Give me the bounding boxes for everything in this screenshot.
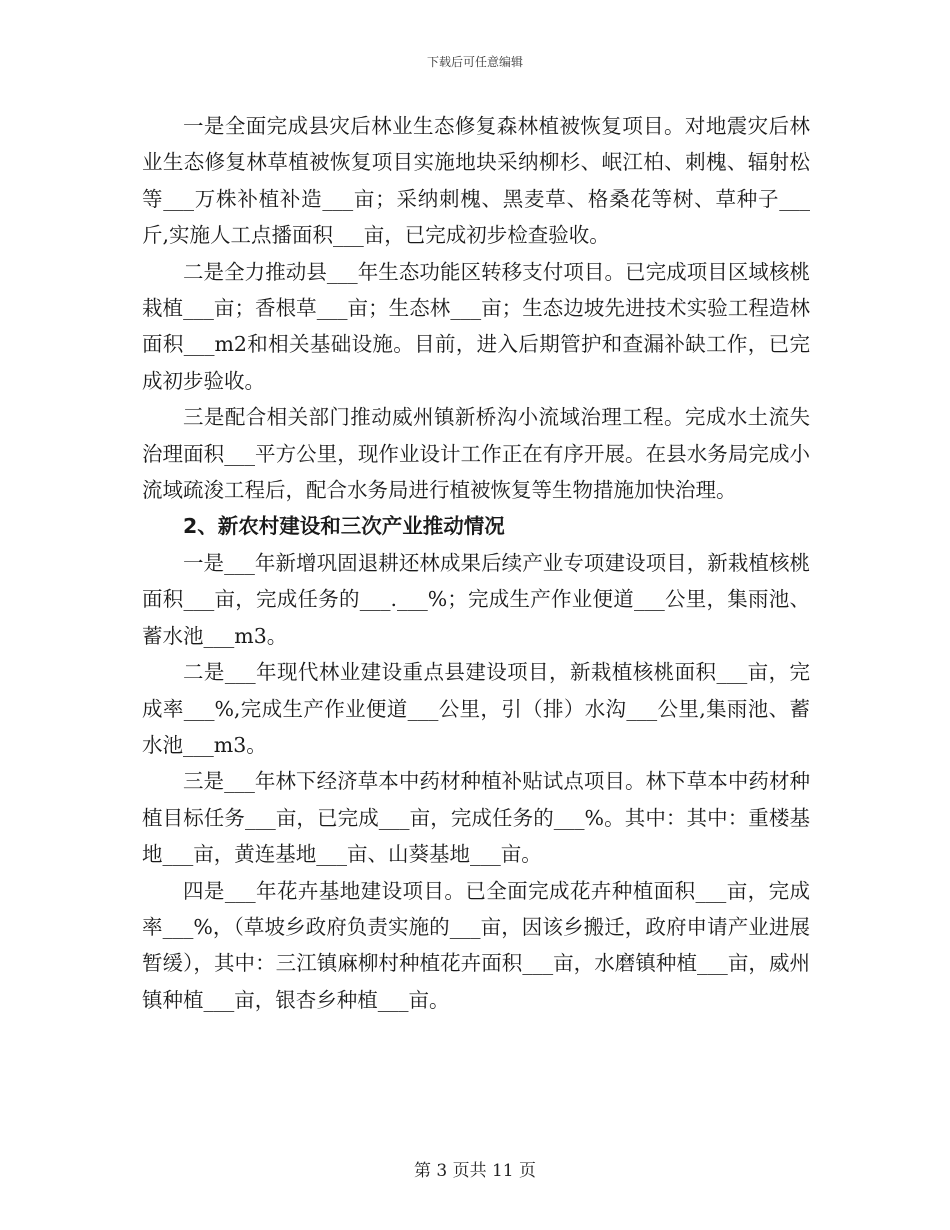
page-number: 第 3 页共 11 页 [413, 1161, 537, 1181]
paragraph: 四是___年花卉基地建设项目。已全面完成花卉种植面积___亩，完成率___%，（草坡乡政府负责实施的___亩，因该乡搬迁，政府申请产业进展暂缓），其中：三江镇麻柳村种植花卉面积___亩，水磨镇种植___亩，威州镇种植___亩，银杏乡种植___亩。 [142, 878, 810, 1012]
document-body [142, 108, 810, 1018]
section-heading: 2、新农村建设和三次产业推动情况 [183, 514, 505, 539]
paragraph: 三是___年林下经济草本中药材种植补贴试点项目。林下草本中药材种植目标任务___亩，已完成___亩，完成任务的___%。其中：其中：重楼基地___亩，黄连基地___亩、山葵基地___亩。 [142, 769, 810, 867]
paragraph: 二是全力推动县___年生态功能区转移支付项目。已完成项目区域核桃栽植___亩；香根草___亩；生态林___亩；生态边坡先进技术实验工程造林面积___m2和相关基础设施。目前，进入后期管护和查漏补缺工作，已完成初步验收。 [142, 259, 810, 393]
paragraph: 一是___年新增巩固退耕还林成果后续产业专项建设项目，新栽植核桃面积___亩，完成任务的___.___%；完成生产作业便道___公里，集雨池、蓄水池___m3。 [142, 550, 810, 648]
paragraph: 一是全面完成县灾后林业生态修复森林植被恢复项目。对地震灾后林业生态修复林草植被恢复项目实施地块采纳柳杉、岷江柏、刺槐、辐射松等___万株补植补造___亩；采纳刺槐、黑麦草、格桑花等树、草种子___斤,实施人工点播面积___亩，已完成初步检查验收。 [142, 114, 810, 248]
paragraph: 二是___年现代林业建设重点县建设项目，新栽植核桃面积___亩，完成率___%,完成生产作业便道___公里，引（排）水沟___公里,集雨池、蓄水池___m3。 [142, 660, 810, 757]
paragraph: 三是配合相关部门推动威州镇新桥沟小流域治理工程。完成水土流失治理面积___平方公里，现作业设计工作正在有序开展。在县水务局完成小流域疏浚工程后，配合水务局进行植被恢复等生物措施加快治理。 [142, 405, 810, 503]
page-header: 下载后可任意编辑 [426, 55, 523, 69]
